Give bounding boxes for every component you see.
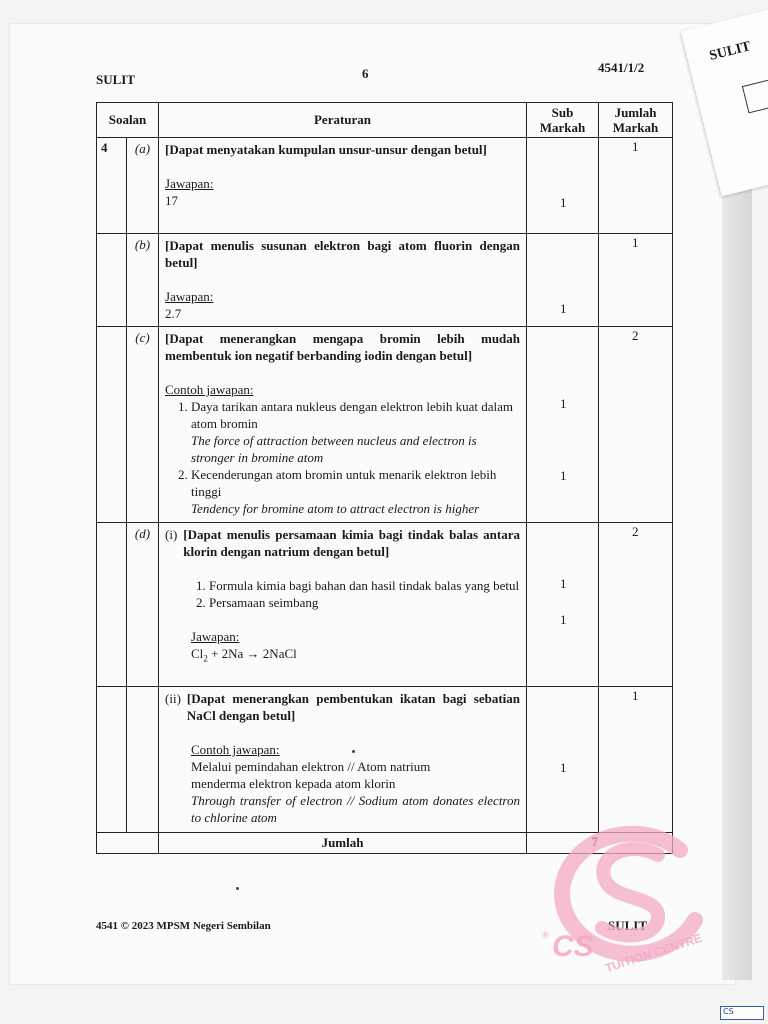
list-item	[191, 398, 520, 466]
header-classification: SULIT	[96, 72, 136, 87]
total-value: 7	[527, 833, 673, 854]
total-mark-d-ii: 1	[632, 688, 639, 703]
sub-mark-a-cell	[527, 138, 599, 234]
rule-a	[159, 138, 527, 234]
header-soalan: Soalan	[97, 103, 159, 138]
question-number: 4	[97, 138, 127, 234]
sub-mark-d-ii: 1	[560, 760, 567, 775]
total-mark-d-i: 2	[632, 524, 639, 539]
sub-mark-c-2: 1	[560, 468, 567, 483]
footer-copyright: 4541 © 2023 MPSM Negeri Sembilan	[96, 920, 271, 932]
rule-c	[159, 327, 527, 523]
part-label-a: (a)	[127, 138, 159, 234]
rule-b	[159, 234, 527, 327]
answer-d-ii-en: Through transfer of electron // Sodium atom donates electron to chlorine atom	[191, 793, 521, 825]
scanner-overlay-button[interactable]: CS	[720, 1006, 764, 1020]
watermark-tuition: TUITION CENTRE	[603, 930, 704, 976]
sub-mark-c-1: 1	[560, 396, 567, 411]
answer-d-ii-1: Melalui pemindahan elektron // Atom natrium	[191, 759, 431, 774]
answer-d-ii-2: menderma elektron kepada atom klorin	[191, 776, 396, 791]
list-item: 2. Persamaan seimbang	[209, 594, 520, 611]
answer-b: 2.7	[165, 306, 182, 321]
total-mark-c-cell	[599, 327, 673, 523]
next-sheet-label: SULIT	[707, 39, 753, 64]
watermark-registered: ®	[542, 930, 549, 940]
scan-speck	[352, 750, 355, 753]
criterion-d-i: [Dapat menulis persamaan kimia bagi tindak balas antara klorin dengan natrium dengan betul]	[183, 527, 521, 559]
sub-mark-b-cell	[527, 234, 599, 327]
header-sub-markah: Sub Markah	[527, 103, 599, 138]
total-mark-a: 1	[632, 139, 639, 154]
chemical-equation: $Cl_2 + 2Na$ → 2NaCl	[191, 646, 297, 664]
scan-speck	[236, 887, 239, 890]
part-label-b: (b)	[127, 234, 159, 327]
row-part-b	[97, 234, 673, 327]
marking-scheme-table	[96, 102, 673, 854]
answer-label-d-ii: Contoh jawapan:	[191, 742, 280, 757]
paper-code: 4541/1/2	[598, 60, 645, 75]
sub-mark-c-cell	[527, 327, 599, 523]
answer-label-b: Jawapan:	[165, 289, 214, 304]
criterion-d-ii: [Dapat menerangkan pembentukan ikatan bagi sebatian NaCl dengan betul]	[186, 691, 521, 723]
list-item: 1. Formula kimia bagi bahan dan hasil tindak balas yang betul	[209, 577, 520, 594]
answer-label-c: Contoh jawapan:	[165, 382, 254, 397]
answer-label-d-i: Jawapan:	[191, 629, 240, 644]
row-part-a	[97, 138, 673, 234]
sub-mark-a: 1	[560, 195, 567, 210]
sub-mark-d-i-cell	[527, 523, 599, 687]
criterion-c: [Dapat menerangkan mengapa bromin lebih mudah membentuk ion negatif berbanding iodin dengan betul]	[165, 331, 521, 363]
answer-c-1-en: The force of attraction between nucleus and electron is stronger in bromine atom	[191, 433, 477, 465]
answer-c-2: Kecenderungan atom bromin untuk menarik elektron lebih tinggi	[191, 467, 497, 499]
sub-part-label-i: (i)	[165, 527, 178, 542]
answer-c-2-en: Tendency for bromine atom to attract electron is higher	[191, 501, 480, 516]
page-number: 6	[362, 66, 369, 81]
sub-part-label-ii: (ii)	[165, 691, 181, 706]
footer-classification: SULIT	[608, 918, 648, 933]
total-mark-b-cell	[599, 234, 673, 327]
row-part-d-i	[97, 523, 673, 687]
watermark-logo	[530, 810, 730, 980]
watermark-cs: CS	[552, 930, 594, 963]
next-sheet-box	[742, 79, 768, 113]
row-part-c	[97, 327, 673, 523]
sub-mark-d-i-2: 1	[560, 612, 567, 627]
answer-label-a: Jawapan:	[165, 176, 214, 191]
criterion-b: [Dapat menulis susunan elektron bagi atom fluorin dengan betul]	[165, 238, 521, 270]
part-label-d: (d)	[127, 523, 159, 687]
criterion-a: [Dapat menyatakan kumpulan unsur-unsur dengan betul]	[165, 142, 487, 157]
total-label: Jumlah	[159, 833, 527, 854]
total-mark-d-i-cell	[599, 523, 673, 687]
answer-a: 17	[165, 193, 179, 208]
rule-d-ii	[159, 687, 527, 833]
sub-mark-b: 1	[560, 301, 567, 316]
list-item	[191, 466, 520, 517]
part-label-c: (c)	[127, 327, 159, 523]
header-peraturan: Peraturan	[159, 103, 527, 138]
answer-c-1: Daya tarikan antara nukleus dengan elektron lebih kuat dalam atom bromin	[191, 399, 514, 431]
total-mark-a-cell	[599, 138, 673, 234]
watermark-s-shape	[602, 849, 658, 935]
total-mark-b: 1	[632, 235, 639, 250]
header-jumlah-markah: Jumlah Markah	[599, 103, 673, 138]
sub-mark-d-i-1: 1	[560, 576, 567, 591]
rule-d-i	[159, 523, 527, 687]
total-mark-c: 2	[632, 328, 639, 343]
